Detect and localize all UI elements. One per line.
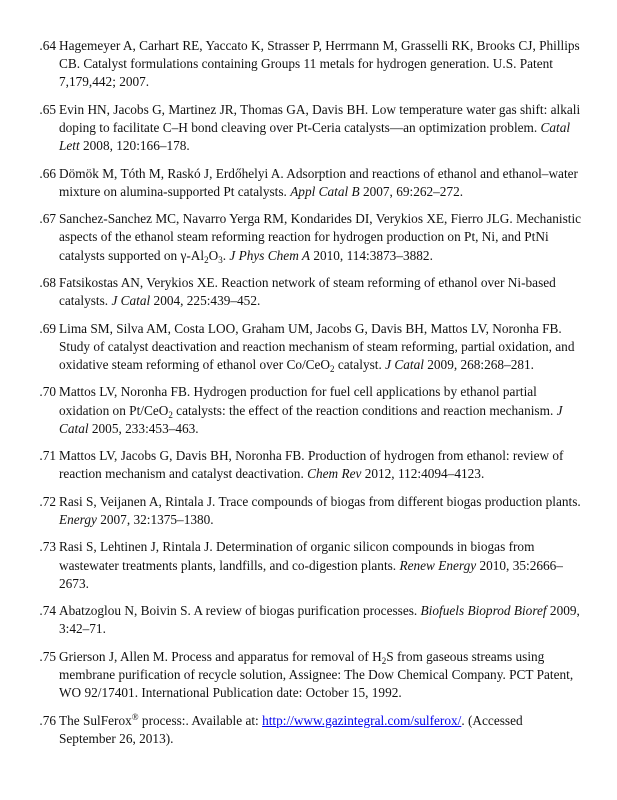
journal-name: Appl Catal B [290,183,360,199]
reference-text: Hagemeyer A, Carhart RE, Yaccato K, Strasser P, Herrmann M, Grasselli RK, Brooks CJ, Phillips CB. Catalyst formulations containing Groups 11 metals for hydrogen generation. U.S. Patent 7,179,442; 2007. [59,38,580,90]
reference-71 [0,447,582,483]
reference-text: Rasi S, Lehtinen J, Rintala J. Determination of organic silicon compounds in biogas from wastewater treatments plants, landfills, and co-digestion plants. Renew Energy 2010, 35:2666–2673. [59,539,563,591]
reference-number: 71. [39,448,56,464]
reference-text: Fatsikostas AN, Verykios XE. Reaction network of steam reforming of ethanol over Ni-based catalysts. J Catal 2004, 225:439–452. [59,274,556,309]
reference-72 [0,493,582,529]
reference-text: Abatzoglou N, Boivin S. A review of biogas purification processes. Biofuels Bioprod Bioref 2009, 3:42–71. [59,603,580,637]
journal-name: J Catal [59,402,563,436]
reference-number: 76. [39,712,56,728]
reference-number: 68. [39,274,56,290]
reference-number: 72. [39,493,56,509]
reference-73 [0,538,582,593]
reference-70 [0,383,582,438]
reference-number: 67. [39,211,56,227]
journal-name: J Catal [385,356,424,372]
reference-text: Mattos LV, Noronha FB. Hydrogen production for fuel cell applications by ethanol partial oxidation on Pt/CeO$_2$ catalysts: the effect of the reaction conditions and reaction mechanism. J Catal 2005, 233:453–463. [59,384,563,436]
reference-text: Evin HN, Jacobs G, Martinez JR, Thomas GA, Davis BH. Low temperature water gas shift: alkali doping to facilitate C–H bond cleaving over Pt-Ceria catalysts—an optimization problem. Catal Lett 2008, 120:166–178. [59,101,581,154]
reference-67 [0,210,582,265]
reference-number: 64. [39,38,56,53]
reference-number: 73. [39,539,56,555]
reference-75 [0,648,582,703]
journal-name: J Catal [111,293,151,309]
journal-name: Renew Energy [399,557,477,573]
reference-text: Sanchez-Sanchez MC, Navarro Yerga RM, Kondarides DI, Verykios XE, Fierro JLG. Mechanistic aspects of the ethanol steam reforming reaction for hydrogen production on Pt, Ni, and PtNi catalysts supported on $\gamma-Al_2O_3$. J Phys Chem A 2010, 114:3873–3882. [59,211,582,265]
reference-64 [0,37,582,92]
reference-text: Rasi S, Veijanen A, Rintala J. Trace compounds of biogas from different biogas production plants. Energy 2007, 32:1375–1380. [59,493,581,527]
sulferox-link[interactable]: http://www.gazintegral.com/sulferox/ [262,712,462,728]
reference-66 [0,165,582,201]
journal-name: Catal Lett [59,120,571,154]
reference-69 [0,320,582,375]
reference-text: The SulFerox® process:. Available at: http://www.gazintegral.com/sulferox/. (Accessed September 26, 2013). [59,711,523,746]
reference-text: Dömök M, Tóth M, Raskó J, Erdőhelyi A. Adsorption and reactions of ethanol and ethanol–water mixture on alumina-supported Pt catalysts. Appl Catal B 2007, 69:262–272. [59,165,578,199]
journal-name: Biofuels Bioprod Bioref [420,603,547,619]
reference-68 [0,274,582,310]
reference-text: Mattos LV, Jacobs G, Davis BH, Noronha FB. Production of hydrogen from ethanol: review of reaction mechanism and catalyst deactivation. Chem Rev 2012, 112:4094–4123. [59,448,564,482]
reference-number: 66. [39,165,56,181]
reference-number: 69. [39,320,56,336]
reference-number: 74. [39,603,56,619]
reference-65 [0,101,582,156]
reference-list [0,37,617,757]
reference-number: 70. [39,384,56,400]
journal-name: J Phys Chem A [229,247,311,263]
reference-number: 75. [39,648,56,664]
journal-name: Energy [59,511,97,527]
reference-number: 65. [39,101,56,117]
reference-74 [0,602,582,638]
reference-text: Grierson J, Allen M. Process and apparatus for removal of $H_2S$ from gaseous streams using membrane purification of recycle solution, Assignee: The Dow Chemical Company. PCT Patent, WO 92/17401. International Publication date: October 15, 1992. [59,648,574,701]
journal-name: Chem Rev [307,466,362,482]
reference-text: Lima SM, Silva AM, Costa LOO, Graham UM, Jacobs G, Davis BH, Mattos LV, Noronha FB. Study of catalyst deactivation and reaction mechanism of steam reforming, partial oxidation, and oxidative steam reforming of ethanol over Co/CeO$_2$ catalyst. J Catal 2009, 268:268–281. [59,320,575,374]
reference-76 [0,712,582,748]
